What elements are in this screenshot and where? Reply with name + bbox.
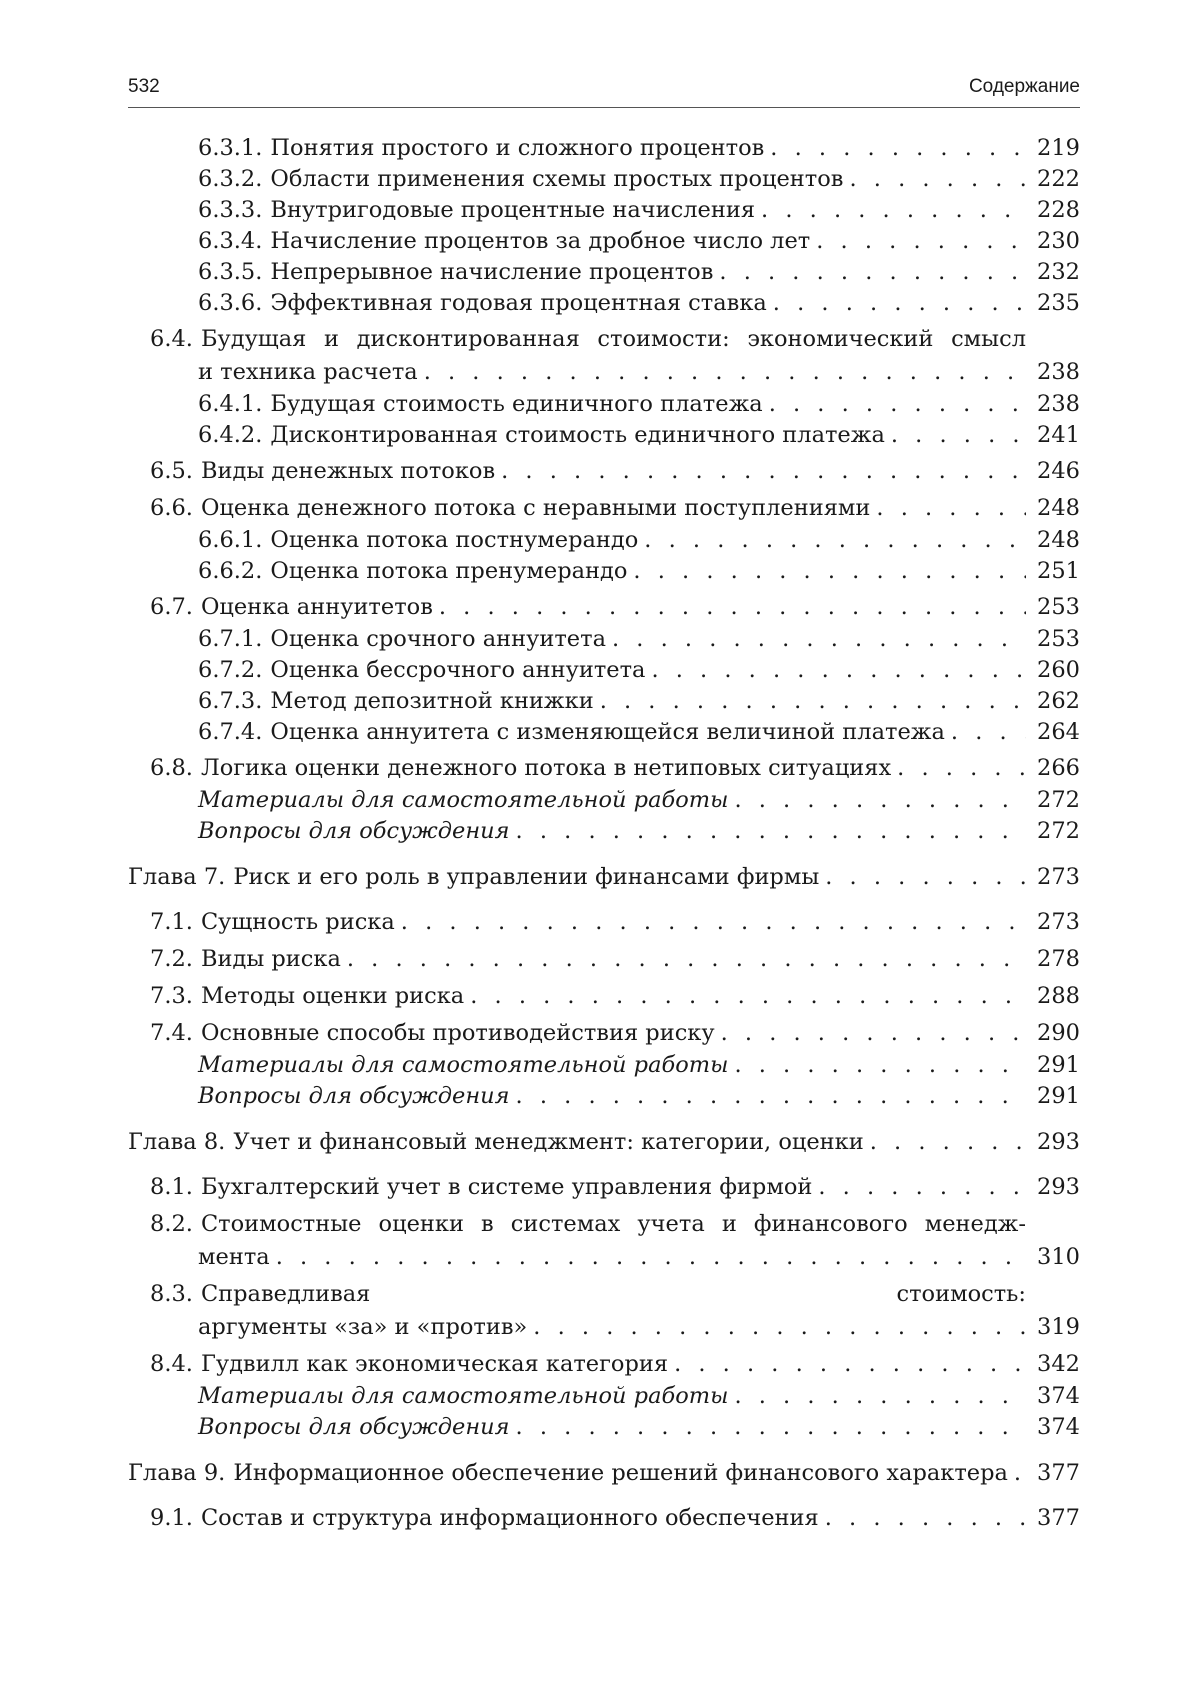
toc-entry-page: 293: [1037, 1129, 1080, 1155]
leader-dots: [516, 1412, 1026, 1443]
leader-dots: [770, 133, 1026, 164]
toc-entry[interactable]: [128, 389, 1080, 420]
leader-dots: [897, 752, 1026, 785]
toc-entry-number: 6.6.1.: [198, 527, 263, 553]
toc-entry-page: 248: [1037, 527, 1080, 553]
toc-entry-number: 6.7.2.: [198, 657, 263, 683]
toc-entry[interactable]: [128, 1171, 1080, 1204]
toc-entry-title: Внутригодовые процентные начисления: [270, 197, 756, 223]
toc-entry[interactable]: [128, 1278, 1080, 1344]
table-of-contents: [128, 133, 1080, 1535]
toc-entry-title: Вопросы для обсуждения: [198, 1414, 510, 1440]
toc-entry-number: 6.7.4.: [198, 719, 263, 745]
toc-entry-number: 8.4.: [150, 1351, 193, 1377]
toc-entry-title: Гудвилл как экономическая категория: [200, 1351, 669, 1377]
toc-entry[interactable]: [128, 1017, 1080, 1050]
leader-dots: [825, 1502, 1026, 1535]
toc-entry-page: 319: [1037, 1314, 1080, 1340]
toc-entry-number: 8.3.: [150, 1281, 193, 1307]
toc-entry-title: Учет и финансовый менеджмент: категории, оценки: [233, 1129, 864, 1155]
toc-entry-page: 264: [1037, 719, 1080, 745]
leader-dots: [424, 356, 1026, 389]
toc-entry-number: 6.4.1.: [198, 391, 263, 417]
leader-dots: [951, 717, 1026, 748]
toc-entry-page: 374: [1037, 1414, 1080, 1440]
toc-entry[interactable]: [128, 257, 1080, 288]
toc-entry[interactable]: [128, 1412, 1080, 1443]
toc-entry-title: Оценка срочного аннуитета: [270, 626, 606, 652]
toc-entry-page: 272: [1037, 787, 1080, 813]
leader-dots: [439, 591, 1026, 624]
running-header: [128, 76, 1080, 108]
toc-entry[interactable]: [128, 288, 1080, 319]
toc-entry[interactable]: [128, 980, 1080, 1013]
leader-dots: [876, 492, 1026, 525]
toc-entry[interactable]: [128, 1457, 1080, 1490]
toc-entry-title: Материалы для самостоятельной работы: [198, 1052, 729, 1078]
toc-entry-title: Риск и его роль в управлении финансами фирмы: [233, 864, 820, 890]
leader-dots: [818, 1171, 1026, 1204]
leader-dots: [501, 455, 1026, 488]
toc-entry-title: Оценка бессрочного аннуитета: [270, 657, 646, 683]
toc-entry-page: 260: [1037, 657, 1080, 683]
leader-dots: [773, 288, 1026, 319]
toc-entry-number: 6.7.: [150, 594, 193, 620]
toc-entry[interactable]: [128, 591, 1080, 624]
toc-entry-page: 342: [1037, 1351, 1080, 1377]
toc-entry[interactable]: [128, 525, 1080, 556]
toc-entry-number: 7.3.: [150, 983, 193, 1009]
toc-entry[interactable]: [128, 1348, 1080, 1381]
toc-entry-page: 310: [1037, 1244, 1080, 1270]
leader-dots: [721, 1017, 1026, 1050]
leader-dots: [600, 686, 1026, 717]
leader-dots: [849, 164, 1026, 195]
toc-entry-number: 8.1.: [150, 1174, 193, 1200]
toc-entry-title: Вопросы для обсуждения: [198, 1083, 510, 1109]
toc-entry[interactable]: [128, 323, 1080, 389]
leader-dots: [719, 257, 1026, 288]
leader-dots: [891, 420, 1026, 451]
toc-entry[interactable]: [128, 1050, 1080, 1081]
toc-entry-number: 6.6.: [150, 495, 193, 521]
running-title: Содержание: [968, 76, 1080, 97]
toc-entry[interactable]: [128, 717, 1080, 748]
toc-entry-page: 291: [1037, 1083, 1080, 1109]
leader-dots: [516, 816, 1026, 847]
toc-entry-page: 219: [1037, 135, 1080, 161]
toc-entry-page: 253: [1037, 626, 1080, 652]
toc-entry[interactable]: [128, 133, 1080, 164]
toc-entry-title: Оценка аннуитетов: [200, 594, 433, 620]
toc-entry-number: 6.6.2.: [198, 558, 263, 584]
toc-entry-title: Дисконтированная стоимость единичного платежа: [270, 422, 885, 448]
toc-entry-page: 228: [1037, 197, 1080, 223]
toc-entry-number: 6.5.: [150, 458, 193, 484]
toc-entry-page: 278: [1037, 946, 1080, 972]
toc-entry-page: 293: [1037, 1174, 1080, 1200]
leader-dots: [734, 1050, 1026, 1081]
toc-entry-number: Глава 8.: [128, 1129, 226, 1155]
toc-entry-number: 6.4.2.: [198, 422, 263, 448]
toc-entry-title: Состав и структура информационного обеспечения: [200, 1505, 819, 1531]
toc-entry-page: 291: [1037, 1052, 1080, 1078]
leader-dots: [674, 1348, 1026, 1381]
toc-entry[interactable]: [128, 655, 1080, 686]
toc-entry[interactable]: [128, 906, 1080, 939]
toc-entry-title: Непрерывное начисление процентов: [270, 259, 714, 285]
toc-entry-page: 290: [1037, 1020, 1080, 1046]
toc-entry-page: 222: [1037, 166, 1080, 192]
toc-entry[interactable]: [128, 420, 1080, 451]
leader-dots: [651, 655, 1026, 686]
toc-entry-number: 6.7.3.: [198, 688, 263, 714]
toc-entry[interactable]: [128, 752, 1080, 785]
toc-entry-number: 6.3.2.: [198, 166, 263, 192]
toc-entry-number: 9.1.: [150, 1505, 193, 1531]
toc-entry-number: 6.3.5.: [198, 259, 263, 285]
toc-entry-number: 6.3.4.: [198, 228, 263, 254]
toc-entry[interactable]: [128, 1126, 1080, 1159]
toc-entry-title: Материалы для самостоятельной работы: [198, 787, 729, 813]
toc-entry[interactable]: [128, 624, 1080, 655]
toc-entry-title: Справедливая стоимость:: [200, 1281, 1026, 1307]
toc-entry-number: 6.3.3.: [198, 197, 263, 223]
toc-entry-title: Методы оценки риска: [200, 983, 465, 1009]
toc-entry-title: Материалы для самостоятельной работы: [198, 1383, 729, 1409]
toc-entry-number: 7.1.: [150, 909, 193, 935]
toc-entry-title: Области применения схемы простых процентов: [270, 166, 844, 192]
leader-dots: [347, 943, 1026, 976]
leader-dots: [734, 785, 1026, 816]
toc-entry-title: Оценка потока пренумерандо: [270, 558, 628, 584]
toc-entry-title: Бухгалтерский учет в системе управления фирмой: [200, 1174, 813, 1200]
toc-entry[interactable]: [128, 1502, 1080, 1535]
toc-entry-title: Оценка аннуитета с изменяющейся величиной платежа: [270, 719, 945, 745]
toc-entry-title: Сущность риска: [200, 909, 395, 935]
toc-entry-title: Основные способы противодействия риску: [200, 1020, 715, 1046]
toc-entry-title: Оценка потока постнумерандо: [270, 527, 639, 553]
toc-entry-page: 374: [1037, 1383, 1080, 1409]
toc-entry-title: Стоимостные оценки в системах учета и финансового менедж-: [200, 1211, 1026, 1237]
toc-entry-number: 8.2.: [150, 1211, 193, 1237]
toc-entry-number: 6.7.1.: [198, 626, 263, 652]
toc-entry-page: 272: [1037, 818, 1080, 844]
toc-entry-page: 246: [1037, 458, 1080, 484]
toc-entry-page: 230: [1037, 228, 1080, 254]
toc-entry[interactable]: [128, 1381, 1080, 1412]
toc-entry[interactable]: [128, 785, 1080, 816]
leader-dots: [769, 389, 1026, 420]
toc-entry-title: Будущая и дисконтированная стоимости: экономический смысл: [200, 326, 1026, 352]
toc-entry-title: Виды денежных потоков: [200, 458, 496, 484]
toc-entry-title-continued: мента: [198, 1244, 270, 1270]
toc-entry-title: Эффективная годовая процентная ставка: [270, 290, 767, 316]
toc-entry[interactable]: [128, 1208, 1080, 1274]
toc-entry-title: Метод депозитной книжки: [270, 688, 594, 714]
toc-entry[interactable]: [128, 861, 1080, 894]
toc-entry[interactable]: [128, 1081, 1080, 1112]
toc-entry-page: 248: [1037, 495, 1080, 521]
leader-dots: [816, 226, 1026, 257]
leader-dots: [401, 906, 1026, 939]
toc-entry-page: 377: [1037, 1460, 1080, 1486]
toc-entry[interactable]: [128, 195, 1080, 226]
toc-entry-page: 241: [1037, 422, 1080, 448]
toc-entry-number: Глава 9.: [128, 1460, 226, 1486]
page: [128, 76, 1080, 1535]
toc-entry-title: Понятия простого и сложного процентов: [270, 135, 765, 161]
leader-dots: [633, 556, 1026, 587]
page-number: 532: [128, 76, 160, 97]
leader-dots: [612, 624, 1026, 655]
toc-entry-title: Будущая стоимость единичного платежа: [270, 391, 763, 417]
toc-entry-page: 238: [1037, 359, 1080, 385]
toc-entry-title: Логика оценки денежного потока в нетиповых ситуациях: [200, 755, 892, 781]
toc-entry-title: Оценка денежного потока с неравными поступлениями: [200, 495, 871, 521]
leader-dots: [516, 1081, 1026, 1112]
toc-entry-page: 266: [1037, 755, 1080, 781]
leader-dots: [761, 195, 1026, 226]
leader-dots: [734, 1381, 1026, 1412]
toc-entry-number: 6.3.1.: [198, 135, 263, 161]
toc-entry-page: 232: [1037, 259, 1080, 285]
toc-entry-page: 377: [1037, 1505, 1080, 1531]
toc-entry-page: 262: [1037, 688, 1080, 714]
toc-entry-number: 6.4.: [150, 326, 193, 352]
leader-dots: [870, 1126, 1026, 1159]
leader-dots: [1014, 1457, 1026, 1490]
toc-entry-page: 235: [1037, 290, 1080, 316]
leader-dots: [825, 861, 1026, 894]
toc-entry-page: 253: [1037, 594, 1080, 620]
toc-entry-page: 273: [1037, 909, 1080, 935]
toc-entry[interactable]: [128, 164, 1080, 195]
toc-entry-number: 7.2.: [150, 946, 193, 972]
toc-entry-title: Начисление процентов за дробное число лет: [270, 228, 811, 254]
toc-entry-title: Вопросы для обсуждения: [198, 818, 510, 844]
toc-entry-number: 6.3.6.: [198, 290, 263, 316]
leader-dots: [533, 1311, 1026, 1344]
leader-dots: [470, 980, 1026, 1013]
toc-entry-page: 273: [1037, 864, 1080, 890]
toc-entry-number: Глава 7.: [128, 864, 226, 890]
toc-entry-title: Информационное обеспечение решений финансового характера: [233, 1460, 1008, 1486]
toc-entry-title-continued: аргументы «за» и «против»: [198, 1314, 528, 1340]
toc-entry[interactable]: [128, 686, 1080, 717]
toc-entry-page: 288: [1037, 983, 1080, 1009]
leader-dots: [644, 525, 1026, 556]
toc-entry-title: Виды риска: [200, 946, 341, 972]
toc-entry-number: 7.4.: [150, 1020, 193, 1046]
toc-entry[interactable]: [128, 556, 1080, 587]
toc-entry[interactable]: [128, 226, 1080, 257]
toc-entry[interactable]: [128, 943, 1080, 976]
toc-entry-title-continued: и техника расчета: [198, 359, 418, 385]
toc-entry-page: 251: [1037, 558, 1080, 584]
toc-entry-number: 6.8.: [150, 755, 193, 781]
leader-dots: [276, 1241, 1026, 1274]
toc-entry[interactable]: [128, 455, 1080, 488]
toc-entry[interactable]: [128, 492, 1080, 525]
toc-entry[interactable]: [128, 816, 1080, 847]
toc-entry-page: 238: [1037, 391, 1080, 417]
